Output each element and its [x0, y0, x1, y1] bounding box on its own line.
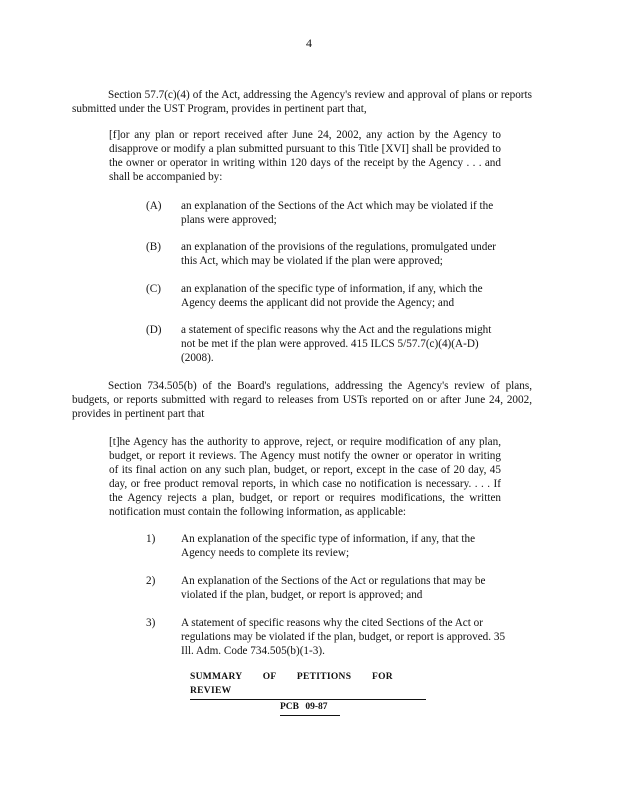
list-item-label: (C): [146, 283, 161, 295]
quote-section-734-505: [t]he Agency has the authority to approve, reject, or require modification of any plan, budget, or report it reviews. The Agency must notify the owner or operator in writing of its final action on any such plan, budget, or report, except in the case of 20 day, 45 day, or free product removal reports, in which case no notification is necessary. . . . If the Agency rejects a plan, budget, or report or requires modifications, the written notification must contain the following information, as applicable:: [109, 436, 501, 518]
list-item-label: (A): [146, 200, 162, 212]
paragraph-text: Section 734.505(b) of the Board's regulations, addressing the Agency's review of plans, budgets, or reports submitted with regard to releases from USTs reported on or after June 24, 2002, provides in pertinent part that: [72, 380, 532, 420]
list-item-text: A statement of specific reasons why the cited Sections of the Act or regulations may be violated if the plan, budget, or report is approved. 35 Ill. Adm. Code 734.505(b)(1-3).: [181, 617, 506, 657]
list-item-text: an explanation of the specific type of information, if any, which the Agency deems the applicant did not provide the Agency; and: [181, 283, 483, 309]
list-item-label: (B): [146, 241, 161, 253]
paragraph-text: Section 57.7(c)(4) of the Act, addressing the Agency's review and approval of plans or reports submitted under the UST Program, provides in pertinent part that,: [72, 89, 532, 115]
paragraph-section-734-505: [72, 379, 532, 421]
list-item-text: An explanation of the specific type of information, if any, that the Agency needs to complete its review;: [181, 533, 476, 559]
page-number: 4: [306, 36, 312, 50]
section-heading: SUMMARY OF PETITIONS FOR REVIEW: [190, 670, 426, 700]
list-item-text: an explanation of the provisions of the regulations, promulgated under this Act, which may be violated if the plan were approved;: [181, 241, 497, 267]
list-item-label: 2): [146, 575, 156, 587]
list-item-label: 3): [146, 617, 156, 629]
list-item-text: An explanation of the Sections of the Act or regulations that may be violated if the plan, budget, or report is approved; and: [181, 575, 486, 601]
list-item-label: (D): [146, 324, 162, 336]
page-footer: PCB 09-87: [280, 700, 340, 716]
quote-section-57-7: [f]or any plan or report received after June 24, 2002, any action by the Agency to disapprove or modify a plan submitted pursuant to this Title [XVI] shall be provided to the owner or operator in writing within 120 days of the receipt by the Agency . . . and shall be accompanied by:: [109, 129, 501, 183]
list-item-label: 1): [146, 533, 156, 545]
paragraph-section-57-7: [72, 88, 532, 116]
list-item-text: an explanation of the Sections of the Act which may be violated if the plans were approved;: [181, 200, 494, 226]
list-item-text: a statement of specific reasons why the Act and the regulations might not be met if the plan were approved. 415 ILCS 5/57.7(c)(4)(A-D) (2008).: [181, 324, 492, 364]
